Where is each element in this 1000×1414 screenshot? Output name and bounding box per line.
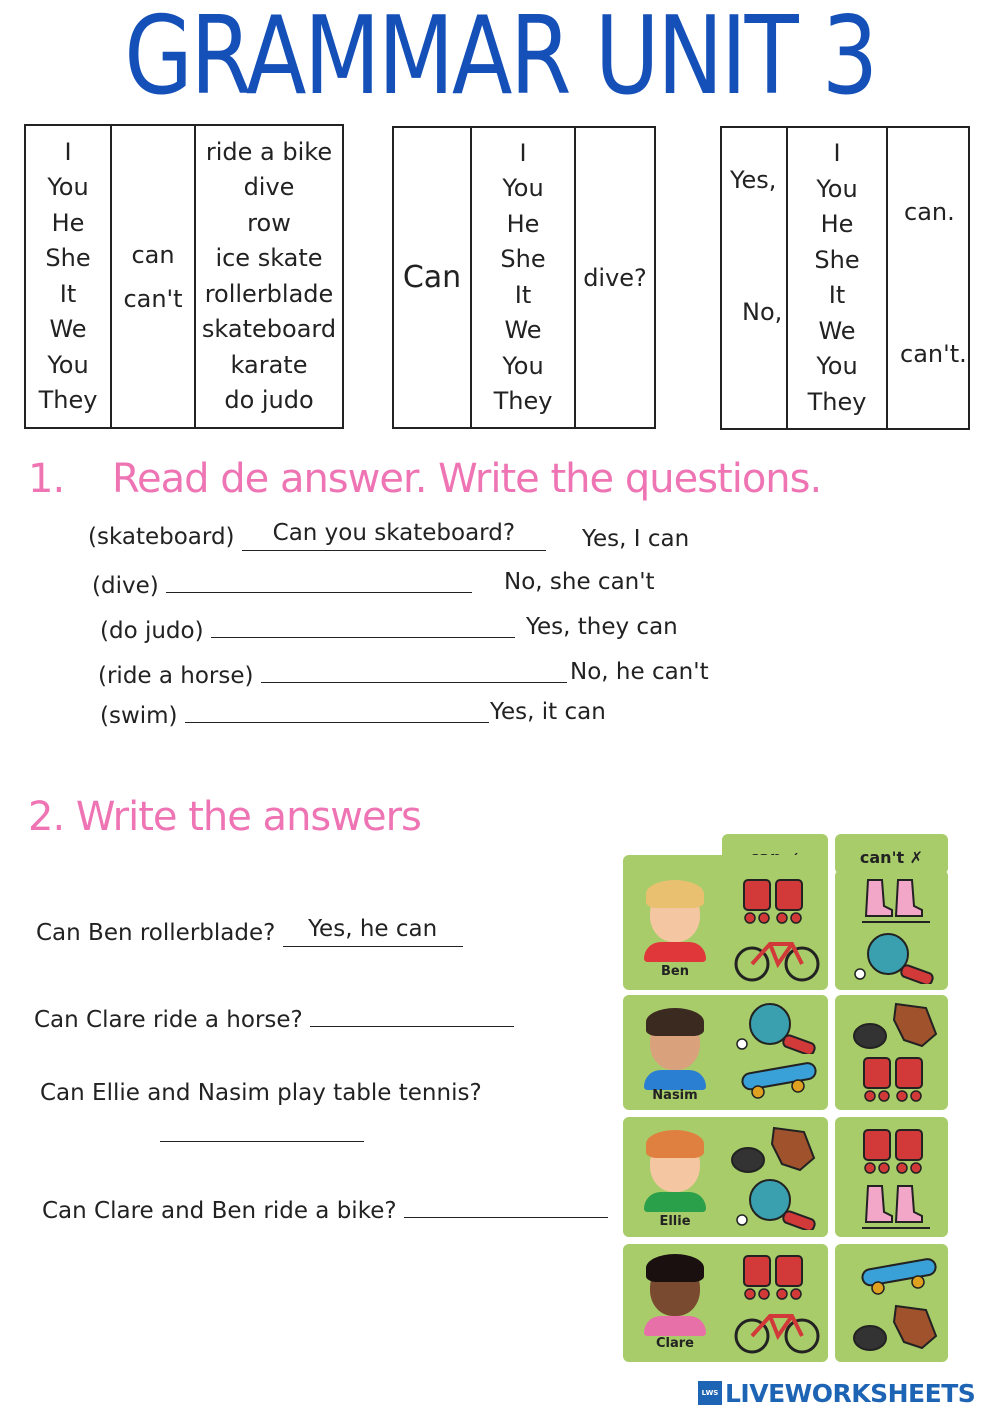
pronoun: I — [519, 138, 527, 167]
pronoun: They — [807, 387, 867, 416]
activity-column — [195, 125, 343, 428]
cue: (ride a horse) — [98, 663, 254, 689]
modal-column — [111, 125, 195, 428]
question-modal-cell — [393, 127, 471, 428]
cant-header-tab: can't ✗ — [835, 834, 948, 874]
exercise-1-item — [92, 568, 472, 599]
section-1-heading: Read de answer. Write the questions. — [112, 456, 822, 502]
cue: (dive) — [92, 573, 159, 599]
pronoun: You — [816, 352, 858, 380]
pronoun: We — [49, 315, 87, 343]
pronoun: You — [47, 173, 89, 201]
logo-mark: LWS — [698, 1381, 722, 1405]
horse-riding-icon — [852, 1000, 940, 1052]
ice-skate-icon — [860, 1182, 934, 1232]
grammar-table-affirmative — [24, 124, 344, 429]
answer-modal-column — [887, 127, 969, 429]
pronoun: You — [816, 174, 858, 203]
rollerblade-icon — [740, 876, 810, 926]
answer-field[interactable] — [160, 1117, 364, 1142]
ben-avatar — [650, 880, 700, 960]
answer-field[interactable] — [404, 1193, 608, 1218]
question: Can Ellie and Nasim play table tennis? — [40, 1080, 482, 1106]
activity: karate — [230, 350, 308, 379]
nasim-avatar — [650, 1010, 700, 1090]
page-title: GRAMMAR UNIT 3 — [124, 0, 876, 119]
exercise-1-item — [100, 613, 515, 644]
exercise-1-item — [88, 520, 546, 551]
kid-name: Ben — [661, 964, 689, 979]
pronoun: It — [514, 280, 532, 309]
grammar-table-question — [392, 126, 656, 429]
answer-field[interactable] — [185, 698, 489, 723]
activity: dive — [243, 173, 295, 201]
pronoun: We — [504, 316, 542, 344]
answer-field[interactable]: Can you skateboard? — [242, 524, 546, 551]
cue: (swim) — [100, 703, 178, 729]
rollerblade-icon — [860, 1054, 930, 1104]
pronoun: He — [506, 209, 540, 238]
activity: ride a bike — [205, 137, 333, 166]
answer-field[interactable] — [261, 658, 567, 683]
activity: rollerblade — [204, 279, 334, 308]
pronoun: I — [833, 139, 841, 167]
question: Can Ben rollerblade? — [36, 920, 276, 946]
bicycle-icon — [734, 934, 820, 984]
exercise-2-item — [40, 1080, 482, 1106]
table-tennis-icon — [734, 1002, 824, 1054]
kid-name: Nasim — [652, 1088, 698, 1103]
pronoun: You — [502, 174, 544, 202]
pronoun: You — [47, 350, 89, 379]
question-pronoun-column — [471, 127, 575, 428]
rollerblade-icon — [860, 1126, 930, 1176]
answer-pronoun-column — [787, 127, 887, 429]
pronoun: She — [814, 245, 860, 274]
cue: (skateboard) — [88, 524, 235, 550]
activity: skateboard — [201, 315, 337, 343]
question: Can Clare and Ben ride a bike? — [42, 1198, 397, 1224]
skateboard-icon — [860, 1254, 940, 1298]
can-label: can. — [904, 198, 955, 226]
reply: No, he can't — [570, 659, 709, 685]
answer-field[interactable] — [166, 568, 472, 593]
pronoun-column — [25, 125, 111, 428]
yes-no-column — [721, 127, 787, 429]
question-modal: Can — [402, 260, 462, 295]
reply: Yes, I can — [582, 526, 690, 552]
activity: ice skate — [215, 244, 323, 272]
horse-riding-icon — [852, 1302, 940, 1354]
grammar-table-short-answers — [720, 126, 970, 430]
activity: row — [247, 208, 291, 237]
no-label: No, — [742, 298, 783, 326]
cue: (do judo) — [100, 618, 204, 644]
pronoun: You — [502, 351, 544, 380]
answer-field[interactable]: Yes, he can — [283, 920, 463, 947]
pronoun: He — [51, 208, 85, 237]
answer-field[interactable] — [211, 613, 515, 638]
modal-can: can — [131, 240, 175, 269]
ice-skate-icon — [860, 876, 934, 926]
modal-cant: can't — [123, 284, 183, 313]
exercise-1-item — [98, 658, 567, 689]
section-2-heading: 2. Write the answers — [28, 794, 421, 840]
horse-riding-icon — [730, 1124, 818, 1176]
reply: No, she can't — [504, 569, 655, 595]
liveworksheets-logo — [698, 1378, 975, 1408]
kid-name: Ellie — [659, 1214, 691, 1229]
exercise-2-item — [42, 1193, 608, 1224]
pronoun: He — [820, 210, 854, 238]
section-1-number: 1. — [28, 456, 65, 502]
rollerblade-icon — [740, 1252, 810, 1302]
question: Can Clare ride a horse? — [34, 1007, 303, 1033]
pronoun: I — [64, 137, 72, 166]
exercise-1-item — [100, 698, 489, 729]
kid-name: Clare — [656, 1336, 694, 1351]
pronoun: They — [493, 387, 553, 415]
skateboard-icon — [740, 1058, 820, 1102]
exercise-2-item — [34, 1002, 514, 1033]
table-tennis-icon — [734, 1178, 824, 1230]
question-verb: dive? — [583, 263, 647, 292]
pronoun: We — [818, 316, 856, 345]
ellie-avatar — [650, 1132, 700, 1212]
pronoun: She — [500, 245, 546, 273]
reply: Yes, it can — [490, 699, 606, 725]
pronoun: It — [828, 281, 846, 309]
reply: Yes, they can — [526, 614, 678, 640]
table-tennis-icon — [852, 932, 942, 984]
pronoun: It — [59, 279, 77, 308]
answer-field[interactable] — [310, 1002, 514, 1027]
yes-label: Yes, — [730, 166, 777, 194]
question-verb-cell — [575, 127, 655, 428]
pronoun: They — [38, 386, 98, 414]
exercise-2-item — [36, 916, 463, 947]
activity: do judo — [224, 386, 314, 414]
clare-avatar — [650, 1256, 700, 1336]
cant-label: can't. — [900, 340, 967, 368]
logo-text: LIVEWORKSHEETS — [725, 1378, 976, 1408]
pronoun: She — [45, 244, 91, 272]
bicycle-icon — [734, 1306, 820, 1356]
